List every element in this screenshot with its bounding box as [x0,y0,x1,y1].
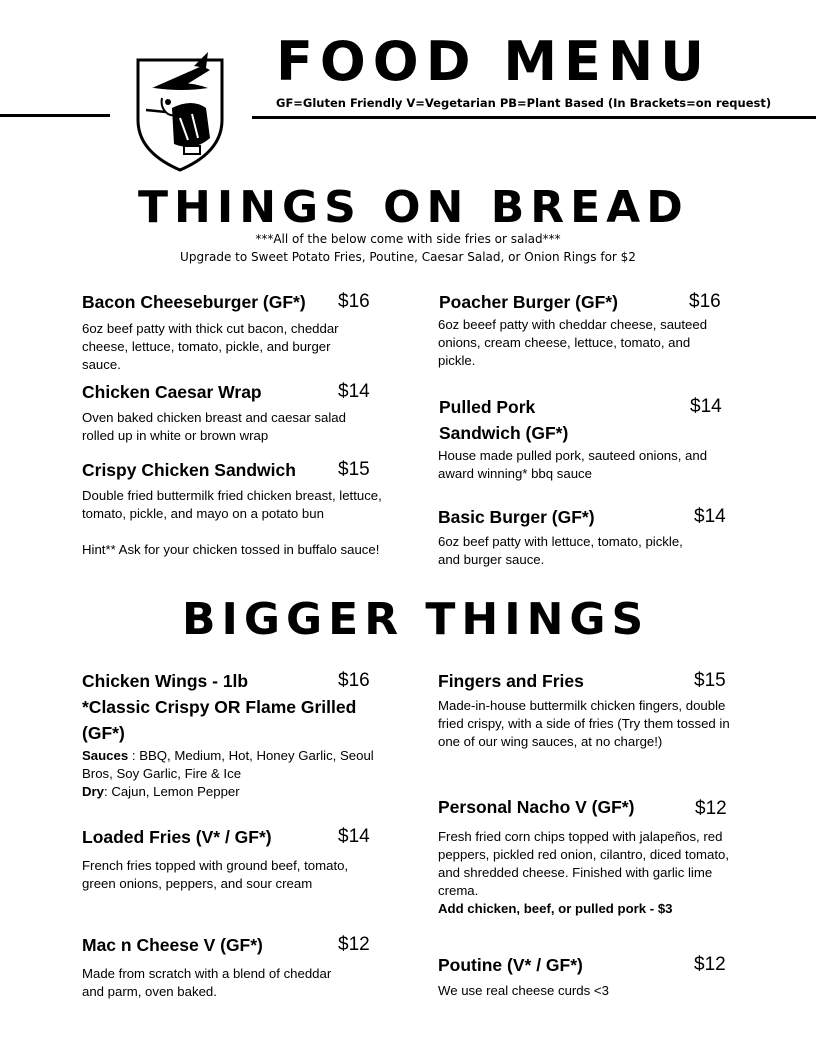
menu-item-name: Crispy Chicken Sandwich [82,460,296,480]
header-rule-right [252,116,816,119]
menu-item-desc: Double fried buttermilk fried chicken breast, lettuce, tomato, pickle, and mayo on a potato bun [82,488,382,521]
menu-item-desc: We use real cheese curds <3 [438,983,609,998]
menu-item-name: Pulled Pork Sandwich (GF*) [439,397,569,443]
menu-item-price: $14 [694,506,726,527]
menu-item-subname: *Classic Crispy OR Flame Grilled (GF*) [82,697,357,743]
menu-item-price: $12 [695,798,727,819]
menu-item-name: Chicken Caesar Wrap [82,382,262,402]
menu-item-name: Loaded Fries (V* / GF*) [82,827,272,847]
menu-item-name: Bacon Cheeseburger (GF*) [82,292,306,312]
menu-item-price: $15 [338,459,370,480]
page-title: FOOD MENU [276,30,711,93]
menu-item-desc: House made pulled pork, sauteed onions, and award winning* bbq sauce [438,448,708,481]
menu-item-name: Mac n Cheese V (GF*) [82,935,263,955]
menu-item-name: Basic Burger (GF*) [438,507,595,527]
menu-item-desc: 6oz beef patty with lettuce, tomato, pickle, and burger sauce. [438,534,683,567]
menu-item-desc: Made from scratch with a blend of cheddar and parm, oven baked. [82,966,332,999]
addon-text: Add chicken, beef, or pulled pork - $3 [438,901,673,916]
menu-item-price: $14 [338,826,370,847]
menu-item-price: $16 [338,670,370,691]
menu-item-name: Personal Nacho V (GF*) [438,797,635,817]
menu-item-desc: 6oz beef patty with thick cut bacon, cheddar cheese, lettuce, tomato, pickle, and burger sauce. [82,321,339,372]
menu-item-desc: French fries topped with ground beef, tomato, green onions, peppers, and sour cream [82,858,349,891]
menu-item-price: $16 [689,291,721,312]
menu-item-price: $14 [338,381,370,402]
menu-item-desc [82,747,382,801]
menu-item-price: $14 [690,396,722,417]
menu-item-desc: Fresh fried corn chips topped with jalapeños, red peppers, pickled red onion, cilantro, diced tomato, and shredded cheese. Finished with garlic lime crema. [438,829,730,898]
menu-item-name: Poutine (V* / GF*) [438,955,583,975]
dry-list: : Cajun, Lemon Pepper [104,784,240,799]
menu-item-price: $16 [338,291,370,312]
sauces-label: Sauces [82,748,129,763]
menu-item-name: Chicken Wings - 1lb [82,671,249,691]
section-note: ***All of the below come with side fries or salad*** [255,232,561,246]
menu-item-hint: Hint** Ask for your chicken tossed in buffalo sauce! [82,542,380,557]
section-title-bread: THINGS ON BREAD [138,182,689,233]
menu-item-desc: Oven baked chicken breast and caesar salad rolled up in white or brown wrap [82,410,346,443]
header-rule-left [0,114,110,117]
menu-item-price: $12 [694,954,726,975]
menu-item-desc: 6oz beeef patty with cheddar cheese, sauteed onions, cream cheese, lettuce, tomato, and pickle. [438,317,708,368]
menu-item-price: $12 [338,934,370,955]
menu-item-price: $15 [694,670,726,691]
logo [132,48,228,172]
menu-item-addon [438,900,748,918]
pirate-crest-logo-icon [132,48,228,172]
section-note: Upgrade to Sweet Potato Fries, Poutine, Caesar Salad, or Onion Rings for $2 [180,250,636,264]
dry-label: Dry [82,784,104,799]
section-title-bigger: BIGGER THINGS [182,594,650,645]
sauces-list: : BBQ, Medium, Hot, Honey Garlic, Seoul Bros, Soy Garlic, Fire & Ice [82,748,374,781]
menu-item-desc: Made-in-house buttermilk chicken fingers, double fried crispy, with a side of fries (Try them tossed in one of our wing sauces, at no charge!) [438,698,730,749]
menu-item-name: Fingers and Fries [438,671,584,691]
menu-item-name: Poacher Burger (GF*) [439,292,618,312]
dietary-legend: GF=Gluten Friendly V=Vegetarian PB=Plant Based (In Brackets=on request) [276,96,772,110]
